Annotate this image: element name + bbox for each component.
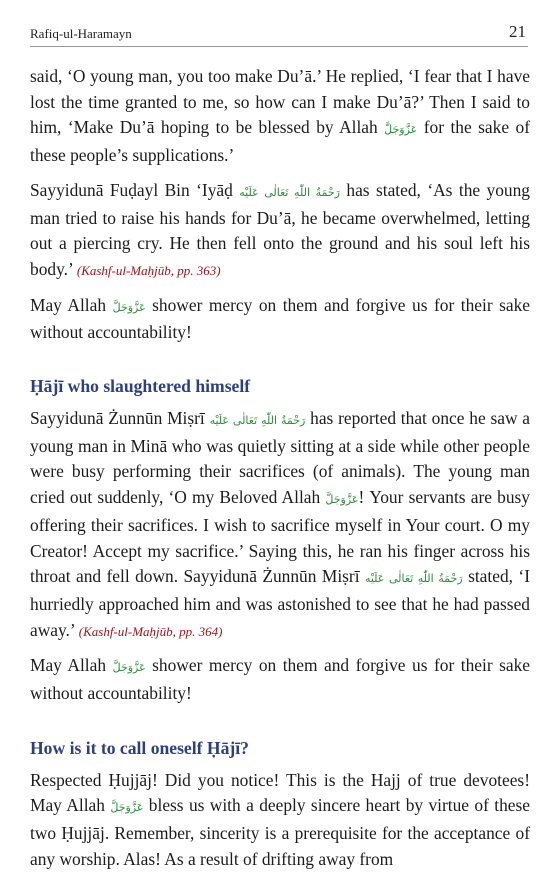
- paragraph-text: has stated, ‘As the young man tried to raise his hands for Du’ā, he became overwhelmed, letting out a piercing cry. He then fell onto the ground and his soul left his body.’: [30, 179, 531, 279]
- paragraph-text: Sayyidunā Żunnūn Miṣrī: [30, 408, 210, 429]
- paragraph-text: said, ‘O young man, you too make Du’ā.’ He replied, ‘I fear that I have lost the time granted to me, so how can I make Du’ā?’ Then I said to him, ‘Make Du’ā hoping to be blessed by Allah: [30, 66, 530, 138]
- citation: (Kashf-ul-Maḥjūb, pp. 364): [78, 623, 223, 639]
- running-title: Rafiq-ul-Haramayn: [30, 26, 132, 41]
- paragraph-text: Respected Ḥujjāj! Did you notice! This is the Hajj of true devotees! May Allah: [30, 769, 530, 816]
- paragraph: [30, 178, 530, 284]
- paragraph: [30, 653, 530, 706]
- paragraph-text: ! Your servants are busy offering their sacrifices. I wish to sacrifice myself in Your court. O my Creator! Accept my sacrifice.’ Saying this, he ran his finger across his throat and fell down. Sayyidunā Żunnūn Miṣrī: [30, 487, 530, 587]
- honorific-saint: رَحْمَةُ اللّٰهِ تَعَالٰی عَلَيْه: [364, 572, 463, 586]
- paragraph-text: for the sake of these people’s supplications.’: [30, 117, 530, 166]
- paragraph-text: has reported that once he saw a young man in Minā who was quietly sitting at a side while other people were busy performing their sacrifices (of animals). The young man cried out suddenly, ‘O my Beloved Allah: [30, 408, 531, 508]
- honorific-allah: عَزَّوَجَلَّ: [325, 493, 359, 507]
- honorific-allah: عَزَّوَجَلَّ: [110, 801, 144, 815]
- page-header: [30, 20, 528, 47]
- paragraph: [30, 64, 530, 169]
- paragraph-text: shower mercy on them and forgive us for their sake without accountability!: [30, 655, 531, 704]
- paragraph-text: bless us with a deeply sincere heart by virtue of these two Ḥujjāj. Remember, sincerity is a prerequisite for the acceptance of any worship. Alas! As a result of drifting away from: [30, 795, 531, 869]
- honorific-saint: رَحْمَةُ اللّٰهِ تَعَالٰی عَلَيْه: [209, 414, 306, 428]
- paragraph: [30, 293, 530, 346]
- page-number: 21: [509, 22, 526, 41]
- paragraph: [30, 406, 530, 644]
- paragraph-text: Sayyidunā Fuḍayl Bin ‘Iyāḍ: [30, 179, 240, 200]
- honorific-allah: عَزَّوَجَلَّ: [384, 123, 418, 137]
- paragraph-text: May Allah: [30, 655, 113, 676]
- paragraph-text: stated, ‘I hurriedly approached him and was astonished to see that he had passed away.’: [30, 566, 530, 640]
- section-heading: How is it to call oneself Ḥājī?: [30, 737, 249, 758]
- paragraph-text: shower mercy on them and forgive us for their sake without accountability!: [30, 294, 531, 343]
- paragraph-text: May Allah: [30, 294, 113, 315]
- page-body: [30, 64, 530, 873]
- paragraph: [30, 768, 530, 873]
- honorific-allah: عَزَّوَجَلَّ: [112, 300, 146, 314]
- section-heading: Ḥājī who slaughtered himself: [30, 376, 251, 397]
- honorific-saint: رَحْمَةُ اللّٰهِ تَعَالٰی عَلَيْه: [239, 185, 340, 199]
- honorific-allah: عَزَّوَجَلَّ: [112, 661, 146, 675]
- citation: (Kashf-ul-Maḥjūb, pp. 363): [76, 262, 221, 278]
